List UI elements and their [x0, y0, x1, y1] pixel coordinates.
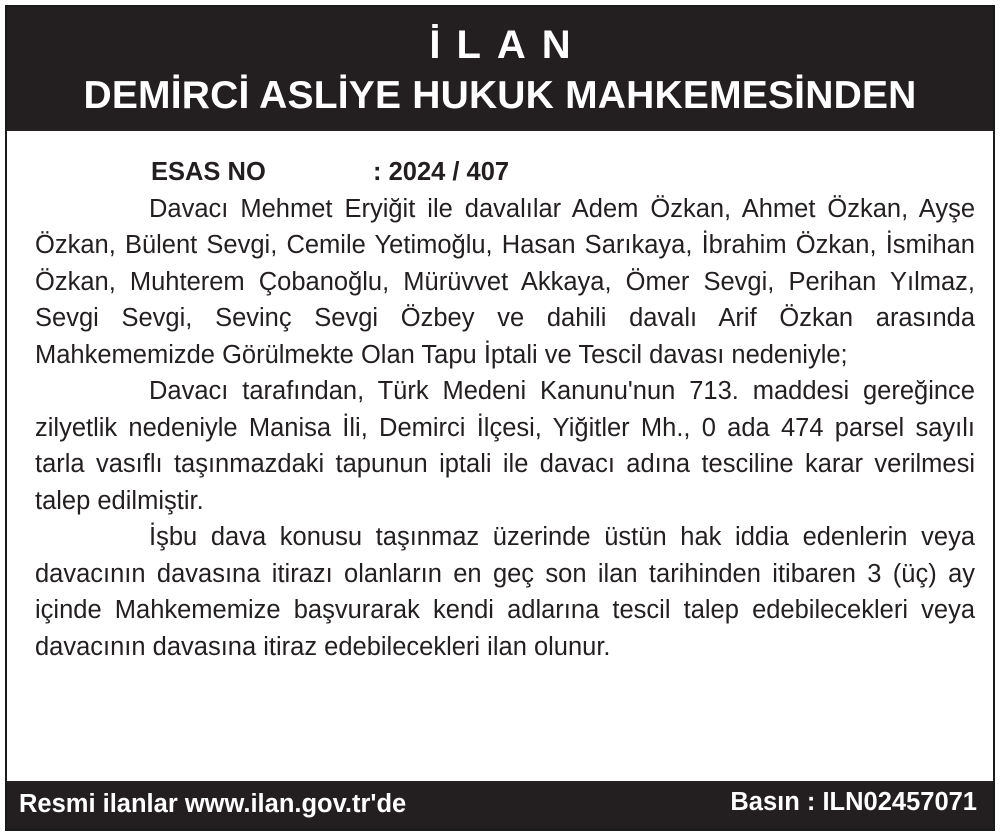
- case-number-value: : 2024 / 407: [373, 158, 510, 186]
- notice-footer: [7, 781, 993, 829]
- legal-notice: [5, 5, 995, 831]
- court-name: DEMİRCİ ASLİYE HUKUK MAHKEMESİNDEN: [83, 74, 917, 117]
- paragraph-announcement: İşbu dava konusu taşınmaz üzerinde üstün hak iddia edenlerin veya davacının davasına itirazı olanların en geç son ilan tarihinden itibaren 3 (üç) ay içinde Mahkememize başvurarak kendi adlarına tescil talep edebilecekleri veya davacının davasına itiraz edebilecekleri ilan olunur.: [35, 523, 975, 661]
- official-ads-link: Resmi ilanlar www.ilan.gov.tr'de: [19, 790, 407, 818]
- notice-header: [7, 7, 993, 131]
- notice-title: İLAN: [429, 23, 587, 67]
- case-number-label: ESAS NO: [151, 158, 266, 186]
- notice-body: [35, 154, 975, 665]
- press-code: Basın : ILN02457071: [730, 788, 977, 816]
- case-number: [35, 154, 975, 191]
- paragraph-parties: Davacı Mehmet Eryiğit ile davalılar Adem Özkan, Ahmet Özkan, Ayşe Özkan, Bülent Sevgi, Cemile Yetimoğlu, Hasan Sarıkaya, İbrahim Özkan, İsmihan Özkan, Muhterem Çobanoğlu, Mürüvvet Akkaya, Ömer Sevgi, Perihan Yılmaz, Sevgi Sevgi, Sevinç Sevgi Özbey ve dahili davalı Arif Özkan arasında Mahkememizde Görülmekte Olan Tapu İptali ve Tescil davası nedeniyle;: [35, 194, 975, 369]
- paragraph-claim: Davacı tarafından, Türk Medeni Kanunu'nun 713. maddesi gereğince zilyetlik nedeniyle Manisa İli, Demirci İlçesi, Yiğitler Mh., 0 ada 474 parsel sayılı tarla vasıflı taşınmazdaki tapunun iptali ile davacı adına tesciline karar verilmesi talep edilmiştir.: [35, 377, 975, 515]
